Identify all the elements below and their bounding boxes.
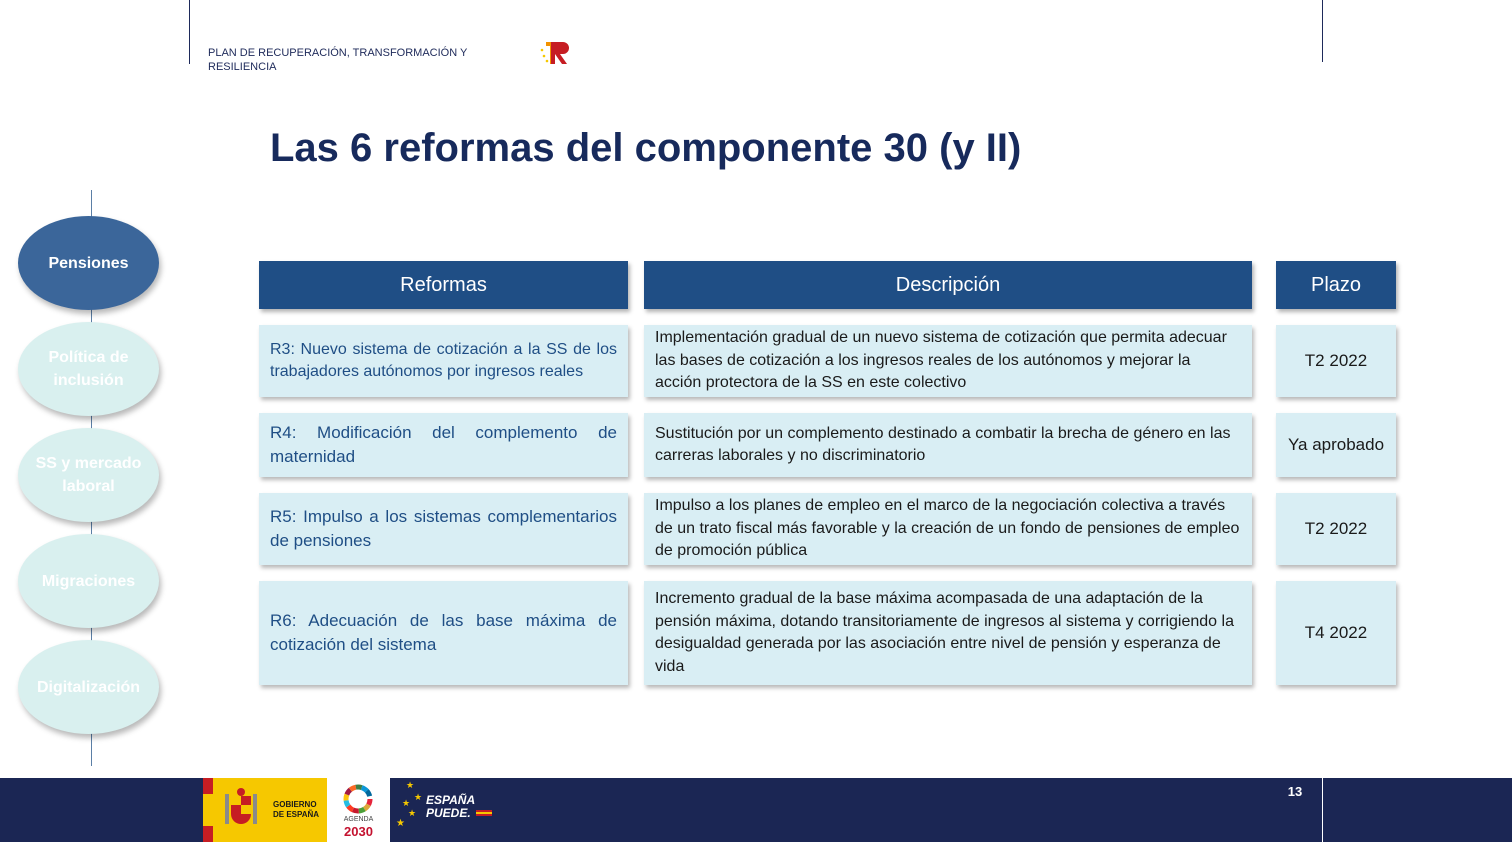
svg-text:★: ★ [406, 780, 415, 790]
plan-title-line2: RESILIENCIA [208, 61, 277, 73]
plan-title-line1: PLAN DE RECUPERACIÓN, TRANSFORMACIÓN Y [208, 47, 468, 59]
gobierno-logo [191, 778, 327, 842]
nav-item-label: laboral [62, 478, 115, 495]
nav-item-label: SS y mercado [35, 455, 142, 472]
gobierno-label-line1: GOBIERNO [273, 800, 317, 809]
gobierno-label-line2: DE ESPAÑA [273, 810, 320, 819]
sdg-wheel-icon [343, 784, 373, 814]
page-number: 13 [1287, 784, 1303, 799]
nav-item-label: Política de [48, 349, 129, 366]
table-cell-reforma: R4: Modificación del complemento de maternidad [259, 413, 628, 477]
table-cell-reforma: R3: Nuevo sistema de cotización a la SS de los trabajadores autónomos por ingresos reales [259, 325, 628, 397]
footer-divider [1322, 778, 1323, 842]
spain-flag-icon [476, 810, 492, 816]
table-cell-reforma: R6: Adecuación de las base máxima de cotización del sistema [259, 581, 628, 685]
tr-logo-icon [538, 38, 574, 68]
svg-text:★: ★ [396, 818, 405, 829]
coat-of-arms-icon [221, 786, 261, 834]
column-header-plazo: Plazo [1276, 261, 1396, 309]
nav-item-ss-mercado-laboral[interactable] [18, 428, 159, 522]
nav-item-label: Digitalización [36, 678, 141, 696]
table-cell-reforma: R5: Impulso a los sistemas complementarios de pensiones [259, 493, 628, 565]
eu-flag-icon [191, 778, 213, 842]
svg-text:★: ★ [414, 792, 423, 802]
svg-text:★: ★ [408, 808, 417, 818]
star-ring-icon [394, 778, 424, 842]
column-header-descripcion: Descripción [644, 261, 1252, 309]
nav-item-pensiones[interactable] [18, 216, 159, 310]
page-title: Las 6 reformas del componente 30 (y II) [270, 126, 1022, 170]
nav-item-digitalizacion[interactable] [18, 640, 159, 734]
table-cell-plazo: T2 2022 [1276, 493, 1396, 565]
puede-label-line2: PUEDE. [426, 806, 471, 820]
nav-item-label: inclusión [53, 372, 124, 389]
table-cell-plazo: T2 2022 [1276, 325, 1396, 397]
nav-item-label: Pensiones [48, 254, 129, 272]
agenda-year: 2030 [344, 824, 373, 839]
table-cell-plazo: T4 2022 [1276, 581, 1396, 685]
agenda-label: AGENDA [343, 816, 374, 823]
header-divider-right [1322, 0, 1323, 62]
espana-puede-logo [392, 778, 502, 842]
table-cell-descripcion: Impulso a los planes de empleo en el marco de la negociación colectiva a través de un trato fiscal más favorable y la creación de un fondo de pensiones de empleo de promoción pública [644, 493, 1252, 565]
nav-item-label: Migraciones [41, 572, 136, 590]
column-header-reformas: Reformas [259, 261, 628, 309]
table-cell-descripcion: Implementación gradual de un nuevo sistema de cotización que permita adecuar las bases de cotización a los ingresos reales de los autónomos y mejorar la acción protectora de la SS en este colectivo [644, 325, 1252, 397]
table-cell-descripcion: Incremento gradual de la base máxima acompasada de una adaptación de la pensión máxima, dotando transitoriamente de ingresos al sistema y corrigiendo la desigualdad generada por las asociación entre nivel de pensión y esperanza de vida [644, 581, 1252, 685]
agenda-2030-logo [327, 778, 390, 842]
nav-item-politica-inclusion[interactable] [18, 322, 159, 416]
header-divider-left [189, 0, 190, 64]
nav-item-migraciones[interactable] [18, 534, 159, 628]
plan-title [208, 46, 508, 74]
table-cell-plazo: Ya aprobado [1276, 413, 1396, 477]
svg-text:★: ★ [402, 798, 411, 808]
table-cell-descripcion: Sustitución por un complemento destinado a combatir la brecha de género en las carreras laborales y no discriminatorio [644, 413, 1252, 477]
puede-label-line1: ESPAÑA [426, 793, 476, 807]
